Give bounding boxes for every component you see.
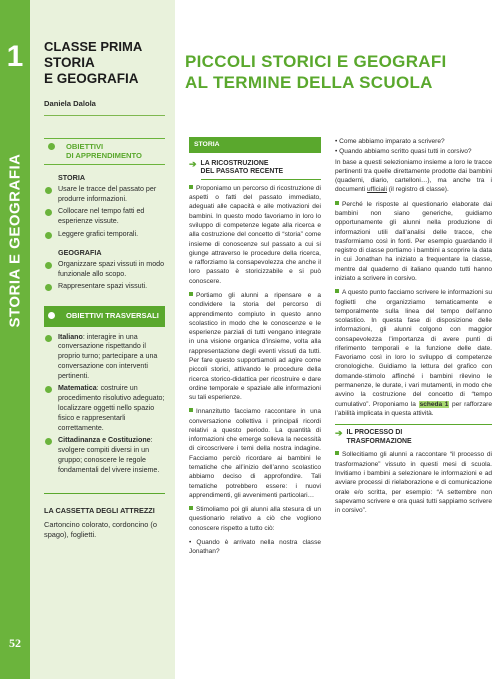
objectives-heading: OBIETTIVI DI APPRENDIMENTO <box>44 138 165 165</box>
square-bullet-icon <box>335 289 339 293</box>
bullet-dot-icon <box>45 386 52 393</box>
bullet-dot-icon <box>45 232 52 239</box>
paragraph: Proponiamo un percorso di ricostruzione di aspetti o fatti del passato immediato, adeguati alle capacità e alle motivazioni dei bambini. In questo modo favoriamo in loro lo sviluppo di competenze legate alla ricerca e alla costruzione del concetto di “storia” come insieme di conoscenze sul passato a cui si giunge attraverso le procedure della ricerca, e rafforziamo la consapevolezza che anche il loro passato è storicizzabile e si può conoscere. <box>189 184 321 285</box>
list-item: Matematica: costruire un procedimento risolutivo adeguato; localizzare oggetti nello spazio fisico e rappresentarli correttamente. <box>44 384 165 433</box>
paragraph: Perché le risposte al questionario elaborate dai bambini non siano generiche, guidiamo opportunamente gli alunni nella produzione di informazioni utili dall’analisi delle tracce, che trasformiamo così in fonti. Per esempio guardando il registro di classe portiamo i bambini a scoprire la data in cui Jonathan ha iniziato a frequentare la classe, mentre dal quaderno di italiano quando tutti hanno iniziato a scrivere in corsivo. <box>335 200 492 282</box>
list-item: Cittadinanza e Costituzione: svolgere compiti diversi in un gruppo; conoscere le regole fondamentali del vivere insieme. <box>44 436 165 475</box>
bullet-dot-icon <box>45 438 52 445</box>
list-item: Collocare nel tempo fatti ed esperienze vissute. <box>44 207 165 227</box>
paragraph: Sollecitiamo gli alunni a raccontare “il processo di trasformazione” vissuto in questi mesi di scuola. Invitiamo i bambini a selezionare le informazioni e ad avviare processi di rielaborazione e di comunicazione orale e/o scritta, per esempio: “A settembre non sapevamo scrivere e ora quasi tutti sappiamo scrivere in corsivo”. <box>335 451 492 515</box>
subject-vertical-label: STORIA E GEOGRAFIA <box>6 152 24 328</box>
list-item: Leggere grafici temporali. <box>44 230 165 240</box>
page-title: PICCOLI STORICI E GEOGRAFI AL TERMINE DELLA SCUOLA <box>185 52 447 92</box>
question-item: • Quando abbiamo scritto quasi tutti in corsivo? <box>335 148 472 156</box>
class-label: CLASSE PRIMA <box>44 39 143 54</box>
square-bullet-icon <box>189 506 193 510</box>
bullet-dot-icon <box>48 312 55 319</box>
question-item: • Quando è arrivato nella nostra classe Jonathan? <box>189 539 321 556</box>
list-item: Usare le tracce del passato per produrre informazioni. <box>44 185 165 205</box>
subsection-heading: ➔ LA RICOSTRUZIONE DEL PASSATO RECENTE <box>189 160 321 180</box>
subject-line1: STORIA <box>44 55 95 71</box>
square-bullet-icon <box>335 451 339 455</box>
chapter-sidebar <box>0 0 30 679</box>
paragraph: In base a questi selezioniamo insieme a loro le tracce pertinenti tra quelle direttamente prodotte dai bambini (quaderni, diario, cartelloni…), ma anche tra i documenti ufficiali (il registro di classe). <box>335 158 492 194</box>
geografia-label: GEOGRAFIA <box>58 247 102 257</box>
arrow-right-icon: ➔ <box>189 158 197 169</box>
storia-label: STORIA <box>58 172 86 182</box>
subsection-heading: ➔ IL PROCESSO DI TRASFORMAZIONE <box>335 424 492 446</box>
square-bullet-icon <box>189 408 193 412</box>
bullet-dot-icon <box>45 187 52 194</box>
list-item: Organizzare spazi vissuti in modo funzionale allo scopo. <box>44 260 165 280</box>
square-bullet-icon <box>189 292 193 296</box>
tools-text: Cartoncino colorato, cordoncino (o spago), foglietti. <box>44 519 157 539</box>
transversal-objectives-heading: OBIETTIVI TRASVERSALI <box>44 306 165 326</box>
chapter-number: 1 <box>6 40 24 73</box>
tools-box <box>44 493 165 540</box>
bullet-dot-icon <box>48 143 55 150</box>
objectives-column <box>30 0 175 679</box>
page-number: 52 <box>9 636 21 650</box>
main-content <box>175 0 500 679</box>
section-tag: STORIA <box>189 137 321 153</box>
paragraph: Portiamo gli alunni a ripensare e a condividere la storia del percorso di apprendimento compiuto in questo anno scolastico in modo che le conoscenze e le esperienze parziali di tutti vengano integrate in una visione organica d’insieme, volta alla rappresentazione degli eventi vissuti da tutti. Per fare questo supportiamoli ad agire come piccoli storici, attivando le procedure della ricerca storico-didattica per ricostruire e dare ordine temporale e spaziale alle informazioni su tali esperienze. <box>189 291 321 402</box>
text-column-right <box>335 137 492 520</box>
question-item: • Come abbiamo imparato a scrivere? <box>335 138 445 145</box>
tools-title: LA CASSETTA DEGLI ATTREZZI <box>44 506 155 516</box>
subject-line2: E GEOGRAFIA <box>44 71 139 87</box>
square-bullet-icon <box>335 201 339 205</box>
text-column-left <box>189 137 321 562</box>
paragraph: Stimoliamo poi gli alunni alla stesura di un questionario relativo a ciò che vogliono conoscere rispetto a tutto ciò: <box>189 506 321 532</box>
worksheet-reference: scheda 1 <box>419 400 449 408</box>
divider <box>44 115 165 116</box>
bullet-dot-icon <box>45 335 52 342</box>
square-bullet-icon <box>189 185 193 189</box>
paragraph: A questo punto facciamo scrivere le informazioni su foglietti che organizziamo tematicamente e temporalmente sulla linea del tempo dell’anno scolastico. In questa fase di disposizione delle informazioni, gli alunni colgono con maggior consapevolezza l’importanza di avere punti di riferimento temporali e la funzione delle date. Favoriamo così in loro lo sviluppo di competenze cronologiche. Guidiamo la lettura del grafico con domande-stimolo affinché i bambini rilevino le permanenze, le durate, i vari mutamenti, in modo che avvino la costruzione del concetto di “tempo cumulativo”. Proponiamo la scheda 1 per rafforzare l’abilità implicata in questa attività. <box>335 289 492 417</box>
paragraph: Innanzitutto facciamo raccontare in una conversazione collettiva i principali ricordi relativi a questo periodo. La quantità di informazioni che emerge solleva la necessità di circoscrivere i temi della nostra indagine. Facciamo perciò ricordare ai bambini le tematiche che all’inizio dell’anno scolastico abbiamo deciso di approfondire. Tali tematiche potrebbero essere: i nuovi apprendimenti, gli avvenimenti particolari… <box>189 408 321 499</box>
bullet-dot-icon <box>45 284 52 291</box>
arrow-right-icon: ➔ <box>335 428 343 439</box>
list-item: Rappresentare spazi vissuti. <box>44 282 165 292</box>
bullet-dot-icon <box>45 262 52 269</box>
bullet-dot-icon <box>45 209 52 216</box>
list-item: Italiano: interagire in una conversazione rispettando il proprio turno; partecipare a una conversazione con interventi pertinenti. <box>44 333 165 382</box>
author: Daniela Dalola <box>44 98 96 108</box>
